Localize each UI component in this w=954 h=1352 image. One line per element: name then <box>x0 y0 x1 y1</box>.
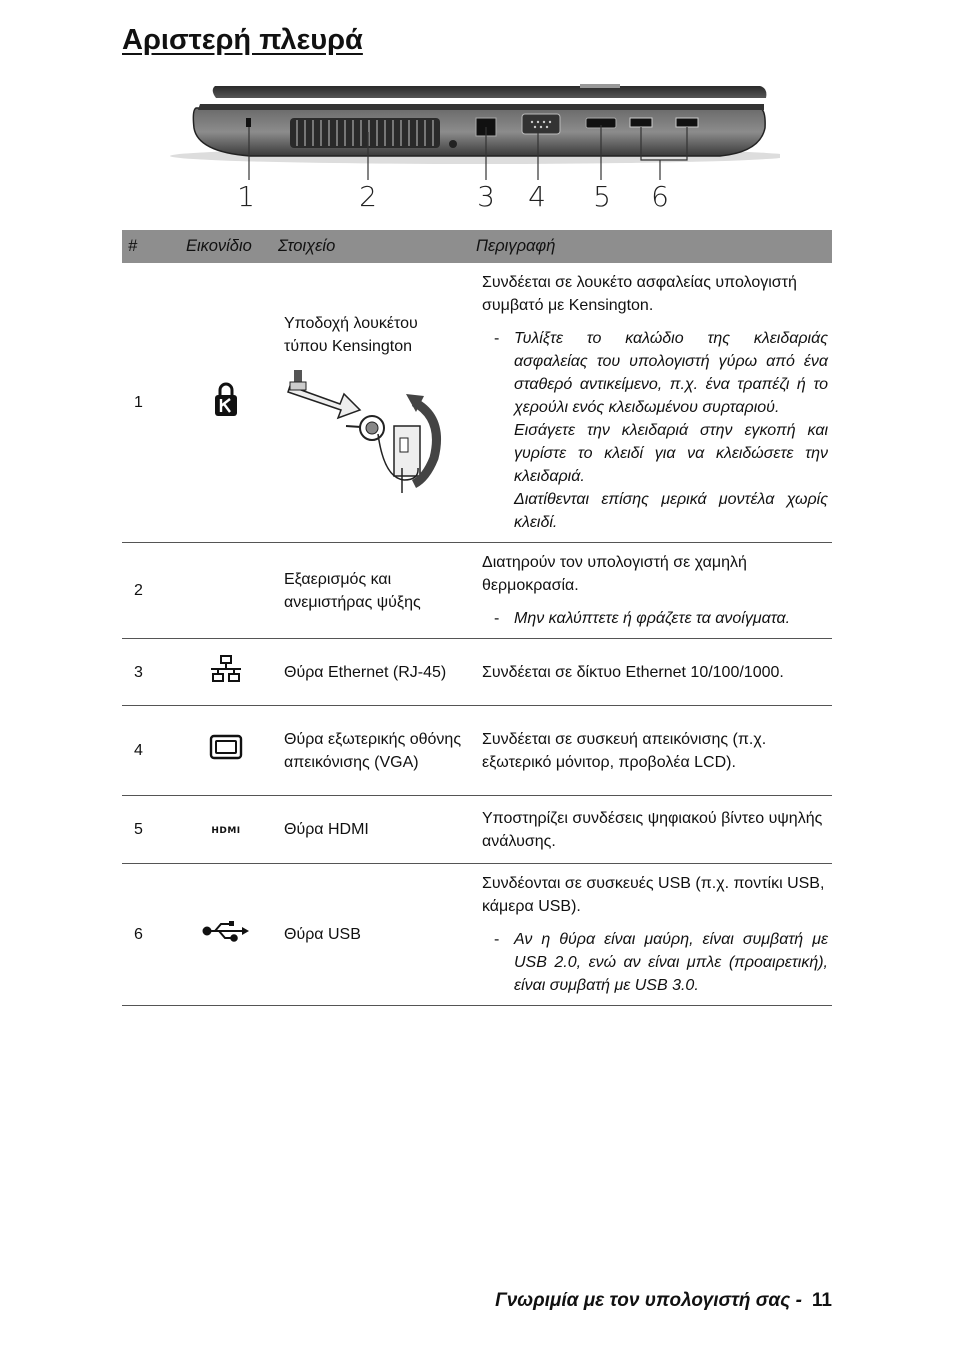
row-description: Συνδέεται σε συσκευή απεικόνισης (π.χ. εξωτερικό μόνιτορ, προβολέα LCD). <box>470 706 832 796</box>
row-description: Διατηρούν τον υπολογιστή σε χαμηλή θερμοκρασία. <box>482 554 747 594</box>
row-description: Υποστηρίζει συνδέσεις ψηφιακού βίντεο υψηλής ανάλυσης. <box>470 796 832 864</box>
row-item: Θύρα USB <box>272 864 470 1006</box>
header-desc: Περιγραφή <box>470 230 832 263</box>
callout-1: 1 <box>237 180 255 213</box>
row-item: Θύρα εξωτερικής οθόνης απεικόνισης (VGA) <box>272 706 470 796</box>
vga-icon <box>209 734 243 760</box>
row-number: 2 <box>122 543 180 639</box>
page-number: 11 <box>811 1290 832 1311</box>
row-number: 5 <box>122 796 180 864</box>
header-num: # <box>122 230 180 263</box>
ports-table <box>122 230 832 1006</box>
note-text: Αν η θύρα είναι μαύρη, είναι συμβατή με USB 2.0, ενώ αν είναι μπλε (προαιρετική), είναι συμβατή με USB 3.0. <box>514 931 828 994</box>
row-icon-empty <box>180 543 272 639</box>
callout-4: 4 <box>528 180 546 213</box>
row-item: Εξαερισμός και ανεμιστήρας ψύξης <box>272 543 470 639</box>
table-row <box>122 263 832 543</box>
row-note: - Μην καλύπτετε ή φράζετε τα ανοίγματα. <box>482 607 828 630</box>
row-number: 6 <box>122 864 180 1006</box>
page-footer <box>495 1290 832 1312</box>
note-text: Μην καλύπτετε ή φράζετε τα ανοίγματα. <box>514 610 791 627</box>
row-item: Υποδοχή λουκέτου τύπου Kensington <box>284 315 418 355</box>
note-text: Εισάγετε την κλειδαριά στην εγκοπή και γυρίστε το κλειδί για να κλειδώσετε την κλειδαριά. <box>514 422 828 485</box>
footer-text: Γνωριμία με τον υπολογιστή σας - <box>495 1290 802 1311</box>
row-number: 3 <box>122 639 180 706</box>
callout-2: 2 <box>359 180 377 213</box>
callout-6: 6 <box>651 180 669 213</box>
table-row <box>122 639 832 706</box>
callout-5: 5 <box>593 180 611 213</box>
row-description: Συνδέονται σε συσκευές USB (π.χ. ποντίκι USB, κάμερα USB). <box>482 875 825 915</box>
page-title: Αριστερή πλευρά <box>122 24 363 56</box>
note-text: Διατίθενται επίσης μερικά μοντέλα χωρίς κλειδί. <box>514 491 828 531</box>
row-description: Συνδέεται σε δίκτυο Ethernet 10/100/1000. <box>470 639 832 706</box>
laptop-left-side-illustration <box>160 80 780 220</box>
row-note: - Τυλίξτε το καλώδιο της κλειδαριάς ασφαλείας του υπολογιστή γύρω από ένα σταθερό αντικείμενο, π.χ. ένα τραπέζι ή το χερούλι ενός κλειδωμένου συρταριού. Εισάγετε την κλειδαριά στην εγκοπή και γυρίστε το κλειδί για να κλειδώσετε την κλειδαριά. Διατίθενται επίσης μερικά μοντέλα χωρίς κλειδί. <box>482 327 828 534</box>
kensington-lock-illustration <box>284 368 444 493</box>
table-row <box>122 796 832 864</box>
header-icon: Εικονίδιο <box>180 230 272 263</box>
ethernet-icon <box>209 654 243 684</box>
table-row <box>122 543 832 639</box>
row-number: 1 <box>122 263 180 543</box>
row-item: Θύρα Ethernet (RJ-45) <box>272 639 470 706</box>
row-item: Θύρα HDMI <box>272 796 470 864</box>
usb-icon <box>202 919 250 943</box>
table-header-row <box>122 230 832 263</box>
table-row <box>122 706 832 796</box>
kensington-lock-icon <box>213 381 239 417</box>
row-number: 4 <box>122 706 180 796</box>
row-description: Συνδέεται σε λουκέτο ασφαλείας υπολογιστή συμβατό με Kensington. <box>482 274 797 314</box>
hdmi-icon: HDMI <box>211 825 241 836</box>
row-note: - Αν η θύρα είναι μαύρη, είναι συμβατή με USB 2.0, ενώ αν είναι μπλε (προαιρετική), είναι συμβατή με USB 3.0. <box>482 928 828 997</box>
table-row <box>122 864 832 1006</box>
note-text: Τυλίξτε το καλώδιο της κλειδαριάς ασφαλείας του υπολογιστή γύρω από ένα σταθερό αντικείμενο, π.χ. ένα τραπέζι ή το χερούλι ενός κλειδωμένου συρταριού. <box>514 330 828 416</box>
callout-3: 3 <box>477 180 495 213</box>
header-item: Στοιχείο <box>272 230 470 263</box>
